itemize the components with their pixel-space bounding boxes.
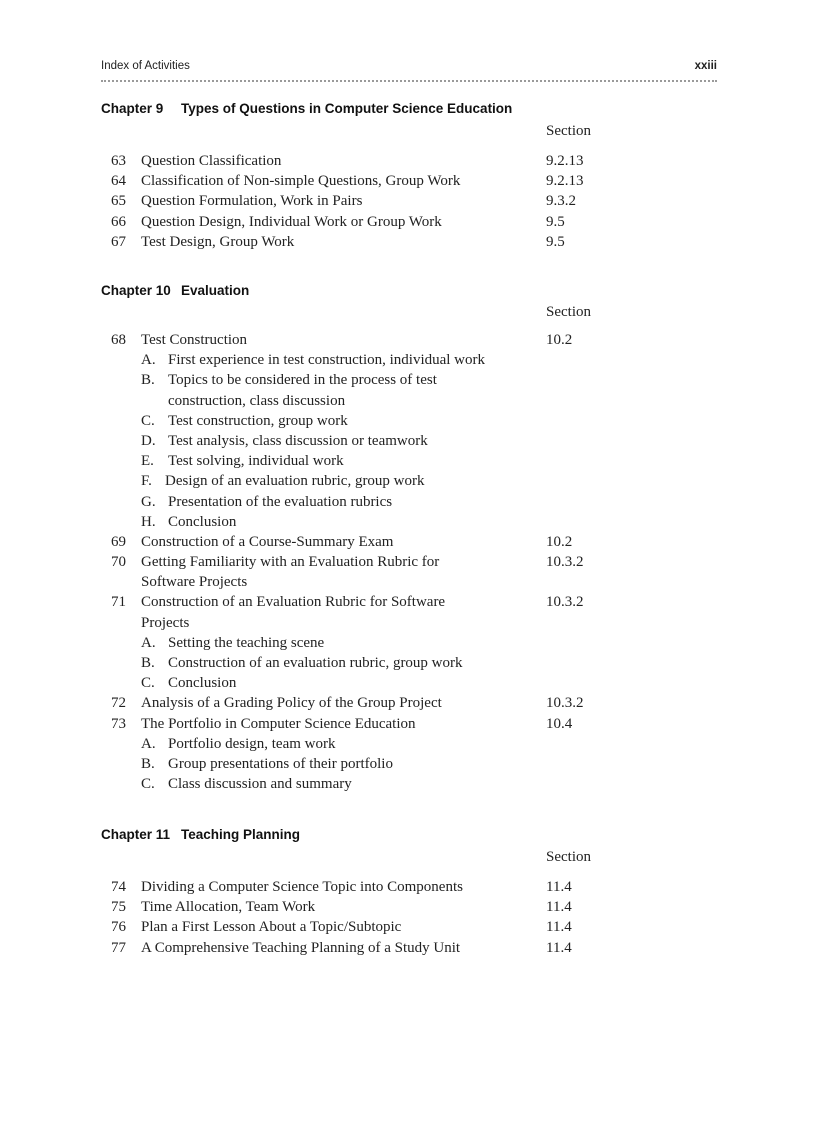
sub-activity-row xyxy=(101,492,717,512)
chapter-9-heading xyxy=(101,101,512,121)
running-head xyxy=(101,60,717,78)
activity-section: 9.3.2 xyxy=(546,193,576,210)
activity-number: 71 xyxy=(111,594,126,611)
chapter-title: Types of Questions in Computer Science Education xyxy=(181,101,513,116)
activity-title-continued: Software Projects xyxy=(141,574,248,591)
activity-section: 10.4 xyxy=(546,715,573,732)
chapter-9-activity-list xyxy=(101,151,717,252)
activity-row xyxy=(101,232,717,252)
activity-row xyxy=(101,897,717,917)
activity-row xyxy=(101,938,717,958)
activity-number: 75 xyxy=(111,899,126,916)
sub-activity-row xyxy=(101,451,717,471)
chapter-label: Chapter 10 xyxy=(101,283,171,298)
activity-number: 64 xyxy=(111,173,126,190)
sub-activity-letter: E. xyxy=(141,453,154,470)
sub-activity-letter: A. xyxy=(141,634,156,651)
sub-activity-letter: F. xyxy=(141,473,152,490)
sub-activity-letter: A. xyxy=(141,735,156,752)
chapter-label: Chapter 9 xyxy=(101,101,164,116)
sub-activity-row xyxy=(101,653,717,673)
activity-title-continuation xyxy=(101,613,717,633)
sub-activity-letter: C. xyxy=(141,675,155,692)
section-column-header: Section xyxy=(546,123,591,139)
activity-number: 72 xyxy=(111,695,126,712)
activity-section: 10.2 xyxy=(546,533,573,550)
activity-number: 69 xyxy=(111,533,126,550)
activity-title-continued: Projects xyxy=(141,614,190,631)
activity-title: Plan a First Lesson About a Topic/Subtopic xyxy=(141,919,402,936)
sub-activity-title: Test construction, group work xyxy=(168,412,348,429)
sub-activity-title: Conclusion xyxy=(168,675,237,692)
activity-section: 9.5 xyxy=(546,213,565,230)
activity-row xyxy=(101,151,717,171)
sub-activity-row xyxy=(101,370,717,390)
activity-title: Classification of Non-simple Questions, Group Work xyxy=(141,173,461,190)
activity-row xyxy=(101,171,717,191)
activity-section: 9.2.13 xyxy=(546,173,584,190)
sub-activity-letter: B. xyxy=(141,755,155,772)
activity-title: Getting Familiarity with an Evaluation Rubric for xyxy=(141,554,440,571)
sub-activity-title: Test solving, individual work xyxy=(168,453,344,470)
activity-section: 11.4 xyxy=(546,939,572,956)
activity-section: 9.2.13 xyxy=(546,153,584,169)
sub-activity-title: Design of an evaluation rubric, group work xyxy=(165,473,425,490)
activity-title: A Comprehensive Teaching Planning of a Study Unit xyxy=(141,939,461,956)
sub-activity-title: Construction of an evaluation rubric, group work xyxy=(168,655,463,671)
chapter-11-activity-list xyxy=(101,877,717,958)
activity-section: 11.4 xyxy=(546,919,572,936)
activity-section: 10.3.2 xyxy=(546,594,584,611)
section-column-header: Section xyxy=(546,304,591,320)
activity-number: 66 xyxy=(111,213,126,230)
sub-activity-title: Test analysis, class discussion or teamwork xyxy=(168,432,428,449)
activity-number: 70 xyxy=(111,554,126,571)
running-head-title: Index of Activities xyxy=(101,60,190,72)
activity-title: The Portfolio in Computer Science Education xyxy=(141,715,416,732)
activity-number: 74 xyxy=(111,879,126,895)
activity-section: 11.4 xyxy=(546,879,572,895)
activity-number: 67 xyxy=(111,233,126,250)
activity-row xyxy=(101,552,717,572)
activity-row xyxy=(101,532,717,552)
sub-activity-title: Class discussion and summary xyxy=(168,776,352,793)
chapter-title: Evaluation xyxy=(181,283,250,298)
activity-title: Time Allocation, Team Work xyxy=(141,899,316,916)
sub-activity-title: Presentation of the evaluation rubrics xyxy=(168,493,393,510)
chapter-title: Teaching Planning xyxy=(181,827,301,842)
section-column-header: Section xyxy=(546,849,591,865)
activity-row xyxy=(101,191,717,211)
sub-activity-letter: A. xyxy=(141,352,156,369)
sub-activity-row xyxy=(101,431,717,451)
activity-number: 63 xyxy=(111,153,126,169)
activity-title: Construction of a Course-Summary Exam xyxy=(141,533,394,550)
activity-row xyxy=(101,212,717,232)
sub-activity-row xyxy=(101,774,717,794)
activity-number: 73 xyxy=(111,715,126,732)
activity-row xyxy=(101,693,717,713)
activity-section: 11.4 xyxy=(546,899,572,916)
activity-row xyxy=(101,592,717,612)
activity-row xyxy=(101,714,717,734)
header-rule xyxy=(101,80,717,82)
sub-activity-title-continued: construction, class discussion xyxy=(168,392,346,409)
sub-activity-letter: C. xyxy=(141,412,155,429)
activity-section: 10.2 xyxy=(546,332,573,348)
activity-title: Test Design, Group Work xyxy=(141,233,295,250)
sub-activity-row xyxy=(101,411,717,431)
sub-activity-title: Portfolio design, team work xyxy=(168,735,336,752)
sub-activity-row xyxy=(101,350,717,370)
activity-row xyxy=(101,917,717,937)
chapter-10-activity-list xyxy=(101,330,717,794)
activity-title: Question Formulation, Work in Pairs xyxy=(141,193,363,210)
activity-number: 76 xyxy=(111,919,126,936)
activity-number: 77 xyxy=(111,939,126,956)
chapter-10-heading xyxy=(101,283,249,303)
sub-activity-title: Conclusion xyxy=(168,513,237,530)
sub-activity-row xyxy=(101,633,717,653)
activity-row xyxy=(101,877,717,897)
activity-title-continuation xyxy=(101,572,717,592)
sub-activity-letter: B. xyxy=(141,655,155,671)
sub-activity-row xyxy=(101,471,717,491)
activity-title: Test Construction xyxy=(141,332,248,348)
sub-activity-row xyxy=(101,512,717,532)
activity-title: Construction of an Evaluation Rubric for Software xyxy=(141,594,446,611)
sub-activity-title: Setting the teaching scene xyxy=(168,634,325,651)
activity-section: 10.3.2 xyxy=(546,695,584,712)
page-number: xxiii xyxy=(694,60,717,72)
activity-title: Question Design, Individual Work or Group Work xyxy=(141,213,442,230)
activity-title: Question Classification xyxy=(141,153,282,169)
chapter-label: Chapter 11 xyxy=(101,827,171,842)
sub-activity-row xyxy=(101,734,717,754)
sub-activity-row xyxy=(101,673,717,693)
chapter-11-heading xyxy=(101,827,300,847)
sub-activity-row xyxy=(101,754,717,774)
activity-title: Dividing a Computer Science Topic into Components xyxy=(141,879,463,895)
sub-activity-letter: H. xyxy=(141,513,156,530)
sub-activity-letter: G. xyxy=(141,493,156,510)
sub-activity-letter: C. xyxy=(141,776,155,793)
sub-activity-continuation xyxy=(101,391,717,411)
activity-number: 68 xyxy=(111,332,126,348)
activity-number: 65 xyxy=(111,193,126,210)
activity-section: 10.3.2 xyxy=(546,554,584,571)
sub-activity-title: First experience in test construction, individual work xyxy=(168,352,486,369)
activity-row xyxy=(101,330,717,350)
activity-section: 9.5 xyxy=(546,233,565,250)
sub-activity-letter: D. xyxy=(141,432,156,449)
sub-activity-title: Topics to be considered in the process of test xyxy=(168,372,437,389)
sub-activity-title: Group presentations of their portfolio xyxy=(168,755,393,772)
activity-title: Analysis of a Grading Policy of the Group Project xyxy=(141,695,442,712)
sub-activity-letter: B. xyxy=(141,372,155,389)
